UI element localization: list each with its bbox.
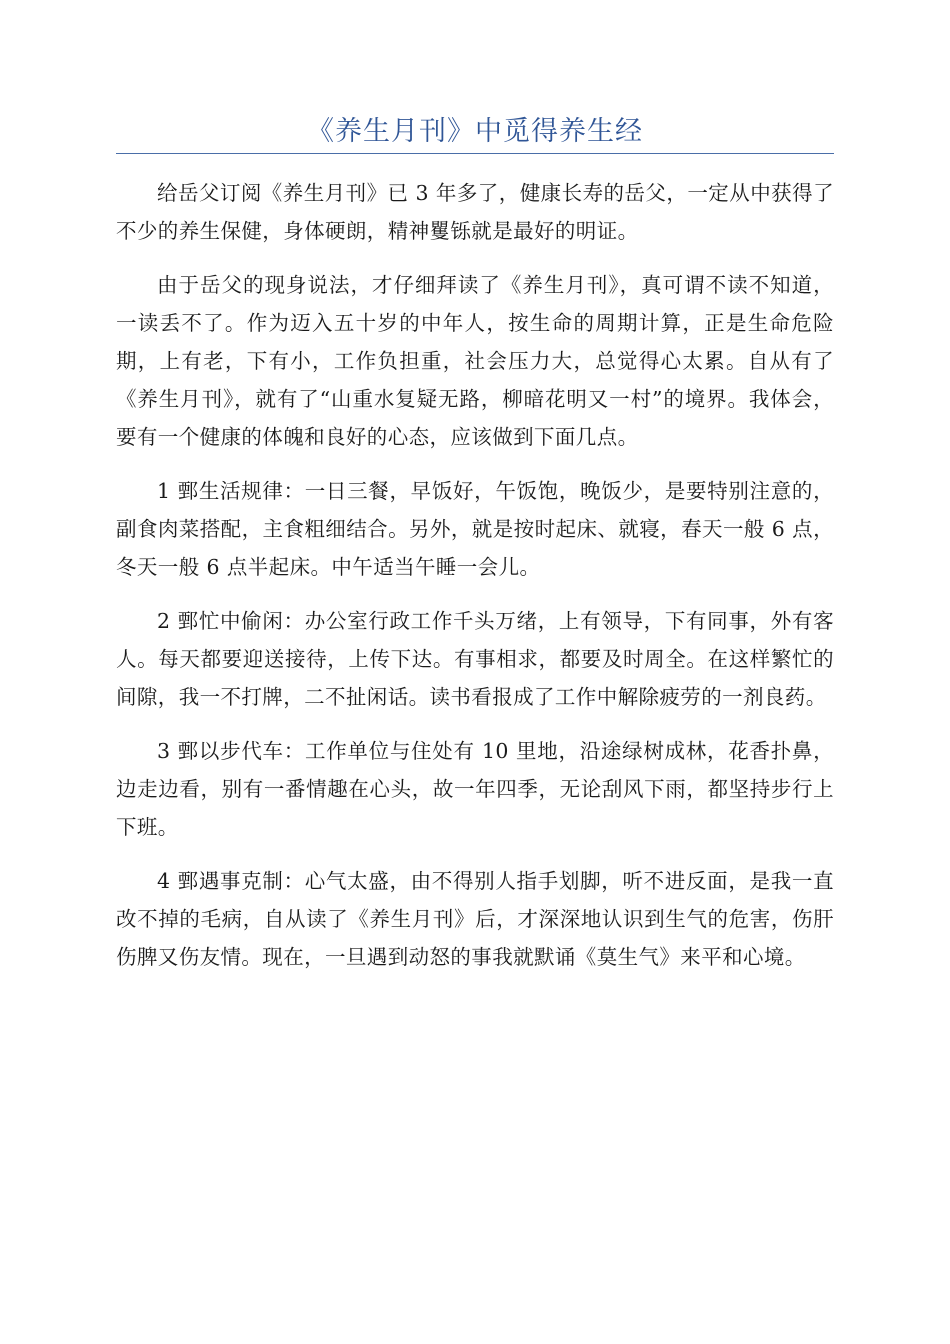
page-title: 《养生月刊》中觅得养生经 [307,116,643,147]
paragraph-intro: 给岳父订阅《养生月刊》已 3 年多了，健康长寿的岳父，一定从中获得了不少的养生保健，身体硬朗，精神矍铄就是最好的明证。 [116,181,834,243]
paragraph-point-3: 3 鄄以步代车：工作单位与住处有 10 里地，沿途绿树成林，花香扑鼻，边走边看，别有一番情趣在心头，故一年四季，无论刮风下雨，都坚持步行上下班。 [116,739,834,839]
paragraph-point-4: 4 鄄遇事克制：心气太盛，由不得别人指手划脚，听不进反面，是我一直改不掉的毛病，自从读了《养生月刊》后，才深深地认识到生气的危害，伤肝伤脾又伤友情。现在，一旦遇到动怒的事我就默诵《莫生气》来平和心境。 [116,869,834,969]
title-underline [116,153,834,154]
article-body [116,174,834,992]
paragraph-reflection: 由于岳父的现身说法，才仔细拜读了《养生月刊》，真可谓不读不知道，一读丢不了。作为迈入五十岁的中年人，按生命的周期计算，正是生命危险期，上有老，下有小，工作负担重，社会压力大，总觉得心太累。自从有了《养生月刊》，就有了“山重水复疑无路，柳暗花明又一村”的境界。我体会，要有一个健康的体魄和良好的心态，应该做到下面几点。 [116,273,834,449]
paragraph-point-2: 2 鄄忙中偷闲：办公室行政工作千头万绪，上有领导，下有同事，外有客人。每天都要迎送接待，上传下达。有事相求，都要及时周全。在这样繁忙的间隙，我一不打牌，二不扯闲话。读书看报成了工作中解除疲劳的一剂良药。 [116,609,834,709]
paragraph-point-1: 1 鄄生活规律：一日三餐，早饭好，午饭饱，晚饭少，是要特别注意的，副食肉菜搭配，主食粗细结合。另外，就是按时起床、就寝，春天一般 6 点，冬天一般 6 点半起床。中午适当午睡一会儿。 [116,479,834,579]
